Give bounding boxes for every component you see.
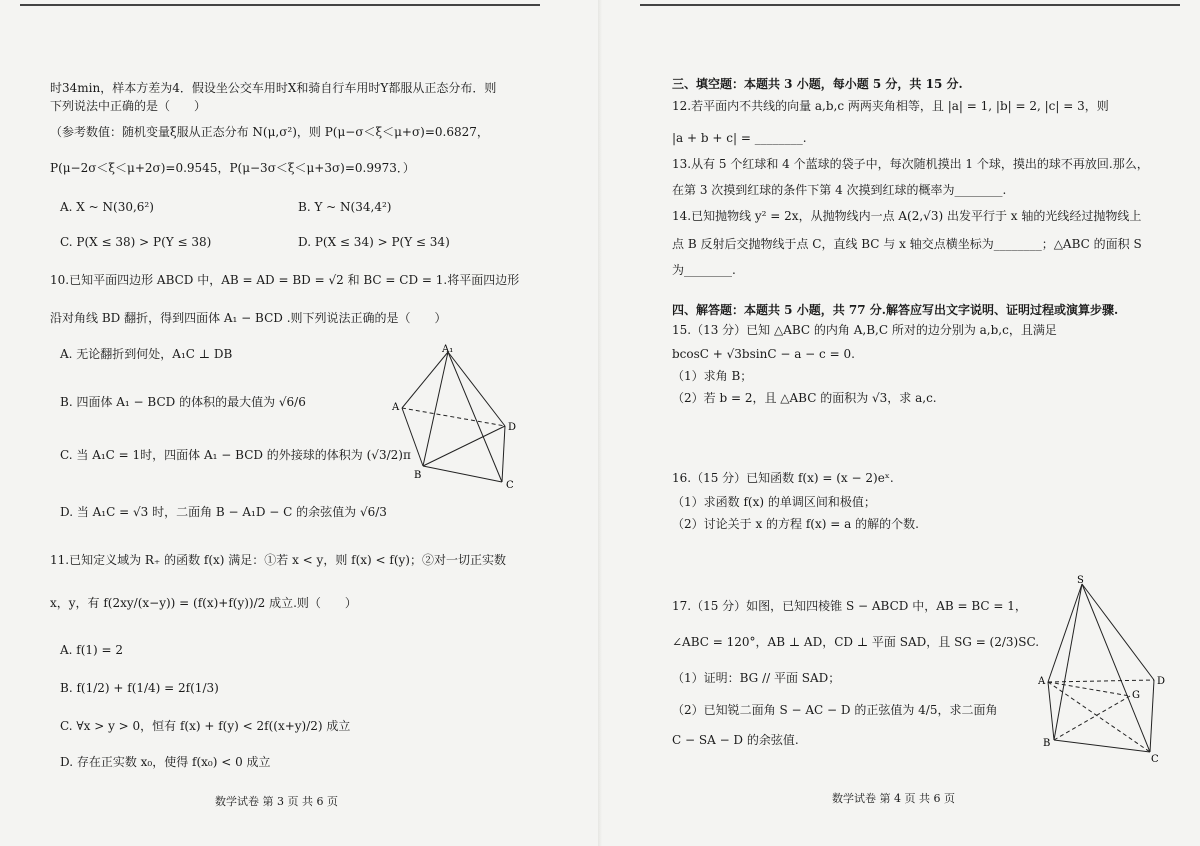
page-footer-right: 数学试卷 第 4 页 共 6 页 xyxy=(832,792,955,805)
q16-part2: （2）讨论关于 x 的方程 f(x) = a 的解的个数. xyxy=(672,517,919,531)
q16-part1: （1）求函数 f(x) 的单调区间和极值； xyxy=(672,495,876,509)
label-C: C xyxy=(506,480,514,491)
q11-option-c: C. ∀x > y > 0，恒有 f(x) + f(y) < 2f((x+y)/2) 成立 xyxy=(60,719,351,733)
q9-option-b: B. Y ~ N(34,4²) xyxy=(298,200,392,214)
q14-line2: 点 B 反射后交抛物线于点 C，直线 BC 与 x 轴交点横坐标为________；△ABC 的面积 S xyxy=(672,237,1142,251)
exam-page-4 xyxy=(600,0,1200,846)
q10-option-a: A. 无论翻折到何处，A₁C ⊥ DB xyxy=(60,347,233,361)
q12-line2: |a + b + c| = ________. xyxy=(672,131,807,145)
q17-part2: （2）已知锐二面角 S − AC − D 的正弦值为 4/5，求二面角 xyxy=(672,703,998,717)
page-footer-left: 数学试卷 第 3 页 共 6 页 xyxy=(215,795,338,808)
q10-option-d: D. 当 A₁C = √3 时，二面角 B − A₁D − C 的余弦值为 √6/3 xyxy=(60,505,387,519)
label-A-pyramid: A xyxy=(1038,676,1046,687)
label-D: D xyxy=(508,422,517,433)
q11-option-a: A. f(1) = 2 xyxy=(60,643,124,657)
q14-line3: 为________. xyxy=(672,263,736,277)
label-S: S xyxy=(1077,575,1084,586)
q15-line2: bcosC + √3bsinC − a − c = 0. xyxy=(672,347,855,361)
q9-stem-line1: 时34min，样本方差为4．假设坐公交车用时X和骑自行车用时Y都服从正态分布．则 xyxy=(50,81,497,95)
q11-stem-line1: 11.已知定义域为 R₊ 的函数 f(x) 满足：①若 x < y，则 f(x) < f(y)；②对一切正实数 xyxy=(50,553,506,567)
q17-line2: ∠ABC = 120°，AB ⊥ AD，CD ⊥ 平面 SAD，且 SG = (2/3)SC. xyxy=(672,635,1040,649)
q14-line1: 14.已知抛物线 y² = 2x，从抛物线内一点 A(2,√3) 出发平行于 x 轴的光线经过抛物线上 xyxy=(672,209,1142,223)
q9-reference-line2: P(μ−2σ＜ξ＜μ+2σ)=0.9545，P(μ−3σ＜ξ＜μ+3σ)=0.9973．） xyxy=(50,161,415,175)
q10-option-c: C. 当 A₁C = 1时，四面体 A₁ − BCD 的外接球的体积为 (√3/2)π xyxy=(60,448,411,462)
q15-line1: 15.（13 分）已知 △ABC 的内角 A,B,C 所对的边分别为 a,b,c，且满足 xyxy=(672,323,1057,337)
q9-option-c: C. P(X ≤ 38) > P(Y ≤ 38) xyxy=(60,235,212,249)
label-C-pyramid: C xyxy=(1151,754,1159,764)
q11-option-d: D. 存在正实数 x₀，使得 f(x₀) < 0 成立 xyxy=(60,755,271,769)
q15-part2: （2）若 b = 2，且 △ABC 的面积为 √3，求 a,c. xyxy=(672,391,937,405)
q9-option-a: A. X ~ N(30,6²) xyxy=(60,200,154,214)
q11-stem-line2: x，y，有 f(2xy/(x−y)) = (f(x)+f(y))/2 成立.则（ ） xyxy=(50,596,357,610)
q15-part1: （1）求角 B； xyxy=(672,369,753,383)
q10-stem-line2: 沿对角线 BD 翻折，得到四面体 A₁ − BCD .则下列说法正确的是（ ） xyxy=(50,311,447,325)
pyramid-figure xyxy=(1038,574,1168,764)
q12-line1: 12.若平面内不共线的向量 a,b,c 两两夹角相等，且 |a| = 1, |b| = 2, |c| = 3，则 xyxy=(672,99,1109,113)
section-3-heading: 三、填空题：本题共 3 小题，每小题 5 分，共 15 分. xyxy=(672,77,963,91)
label-B-pyramid: B xyxy=(1043,738,1051,749)
q10-stem-line1: 10.已知平面四边形 ABCD 中，AB = AD = BD = √2 和 BC = CD = 1.将平面四边形 xyxy=(50,273,520,287)
label-A1: A₁ xyxy=(442,344,454,355)
label-G: G xyxy=(1132,690,1140,701)
q11-option-b: B. f(1/2) + f(1/4) = 2f(1/3) xyxy=(60,681,219,695)
label-B: B xyxy=(414,470,422,481)
label-D-pyramid: D xyxy=(1157,676,1166,687)
q17-line1: 17.（15 分）如图，已知四棱锥 S − ABCD 中，AB = BC = 1， xyxy=(672,599,1027,613)
q10-option-b: B. 四面体 A₁ − BCD 的体积的最大值为 √6/6 xyxy=(60,395,306,409)
section-4-heading: 四、解答题：本题共 5 小题，共 77 分.解答应写出文字说明、证明过程或演算步骤. xyxy=(672,303,1119,317)
q16-line1: 16.（15 分）已知函数 f(x) = (x − 2)eˣ. xyxy=(672,471,894,485)
label-A: A xyxy=(392,402,400,413)
q9-reference-line1: （参考数值：随机变量ξ服从正态分布 N(μ,σ²)，则 P(μ−σ＜ξ＜μ+σ)=0.6827， xyxy=(50,125,489,139)
tetrahedron-figure xyxy=(390,342,530,492)
q9-option-d: D. P(X ≤ 34) > P(Y ≤ 34) xyxy=(298,235,450,249)
q17-part2-cont: C − SA − D 的余弦值. xyxy=(672,733,799,747)
q13-line1: 13.从有 5 个红球和 4 个蓝球的袋子中，每次随机摸出 1 个球，摸出的球不再放回.那么， xyxy=(672,157,1149,171)
q13-line2: 在第 3 次摸到红球的条件下第 4 次摸到红球的概率为________. xyxy=(672,183,1007,197)
q9-stem-line2: 下列说法中正确的是（ ） xyxy=(50,99,207,113)
q17-part1: （1）证明：BG // 平面 SAD； xyxy=(672,671,841,685)
